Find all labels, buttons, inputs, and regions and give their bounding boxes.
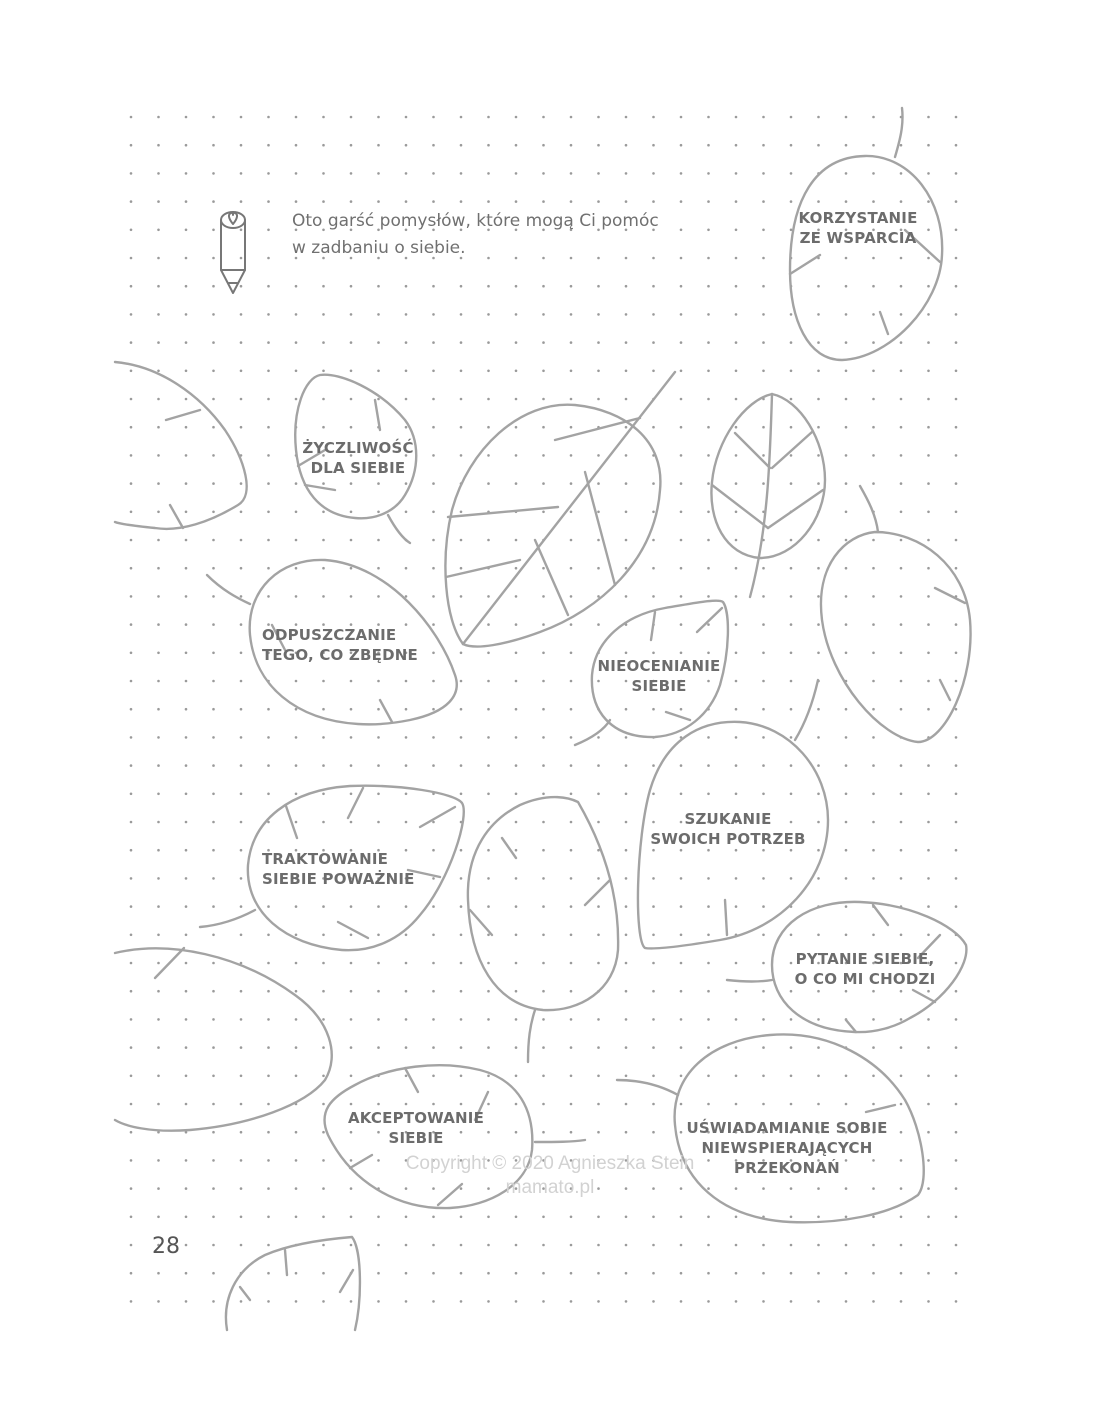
leaf-label: UŚWIADAMIANIE SOBIE NIEWSPIERAJĄCYCH PRZEKONAŃ — [686, 1119, 888, 1177]
leaf-label: ŻYCZLIWOŚĆ DLA SIEBIE — [302, 439, 414, 477]
page-number: 28 — [152, 1234, 180, 1259]
leaf-outline — [115, 362, 247, 529]
leaf-label: NIEOCENIANIE SIEBIE — [597, 657, 721, 695]
intro-text: Oto garść pomysłów, które mogą Ci pomóc w zadbaniu o siebie. — [292, 211, 659, 258]
leaf-outline — [468, 797, 618, 1062]
leaf-outline — [711, 394, 825, 597]
leaf-label: AKCEPTOWANIE SIEBIE — [347, 1109, 485, 1147]
leaf-outline — [115, 948, 332, 1131]
leaf-label: KORZYSTANIE ZE WSPARCIA — [798, 209, 918, 247]
leaf-label: SZUKANIE SWOICH POTRZEB — [650, 810, 806, 848]
leaf-label: PYTANIE SIEBIE, O CO MI CHODZI — [794, 950, 936, 988]
copyright-watermark: Copyright © 2020 Agnieszka Stein mamato.pl — [405, 1153, 695, 1198]
leaf-outline — [226, 1237, 360, 1330]
pencil-heart-icon — [221, 212, 245, 293]
leaf-label: TRAKTOWANIE SIEBIE POWAŻNIE — [262, 850, 415, 888]
leaf-outline — [821, 486, 971, 742]
leaf-label: ODPUSZCZANIE TEGO, CO ZBĘDNE — [262, 626, 418, 664]
leaf-outline — [445, 372, 675, 647]
